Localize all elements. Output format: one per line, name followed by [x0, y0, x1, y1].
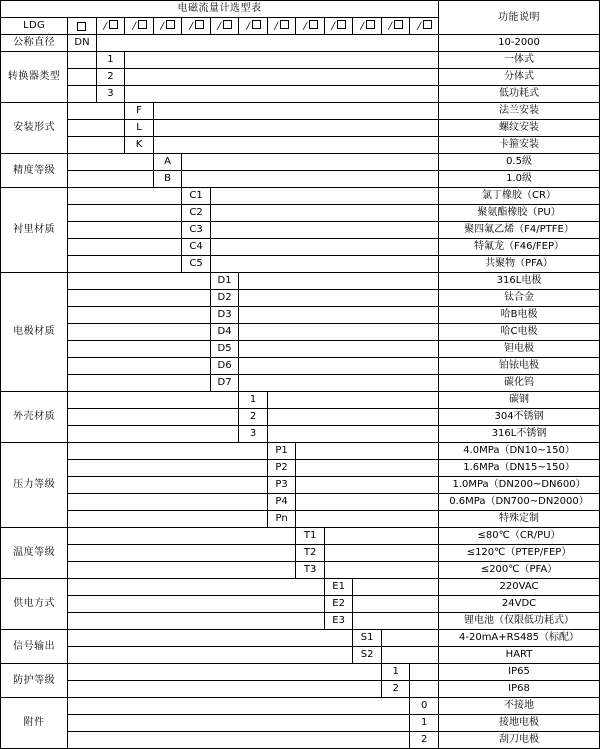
row-label-install-type: 安装形式 [1, 103, 68, 154]
spacer [353, 613, 439, 630]
desc-converter-type-2: 分体式 [439, 69, 600, 86]
desc-pressure-p2: 1.6MPa（DN15~150） [439, 460, 600, 477]
code-box-8: / [296, 18, 325, 35]
code-box-12: / [410, 18, 439, 35]
spacer [68, 460, 268, 477]
table-row [1, 715, 600, 732]
desc-lining-c4: 特氟龙（F46/FEP） [439, 239, 600, 256]
spacer [296, 460, 439, 477]
spacer [68, 613, 325, 630]
table-title: 电磁流量计选型表 [1, 1, 439, 18]
desc-electrode-d3: 哈B电极 [439, 307, 600, 324]
desc-temperature-t3: ≤200℃（PFA） [439, 562, 600, 579]
spacer [324, 528, 438, 545]
spacer [68, 511, 268, 528]
code-electrode-d3: D3 [210, 307, 239, 324]
table-row [1, 392, 600, 409]
table-row [1, 307, 600, 324]
code-box-2: / [125, 18, 154, 35]
spacer [68, 52, 97, 69]
desc-housing-1: 碳钢 [439, 392, 600, 409]
table-row [1, 579, 600, 596]
desc-header: 功能说明 [439, 1, 600, 35]
code-temperature-t1: T1 [296, 528, 325, 545]
table-row [1, 103, 600, 120]
spacer [324, 545, 438, 562]
code-electrode-d1: D1 [210, 273, 239, 290]
spacer [68, 443, 268, 460]
spacer [68, 681, 382, 698]
spacer [68, 715, 410, 732]
table-row [1, 511, 600, 528]
spacer [68, 273, 211, 290]
row-label-accessory: 附件 [1, 698, 68, 749]
table-row [1, 290, 600, 307]
code-electrode-d5: D5 [210, 341, 239, 358]
code-box-3: / [153, 18, 182, 35]
desc-nominal-diameter: 10-2000 [439, 35, 600, 52]
code-lining-c1: C1 [182, 188, 211, 205]
row-label-temperature: 温度等级 [1, 528, 68, 579]
table-row [1, 477, 600, 494]
code-box-11: / [381, 18, 410, 35]
spacer [296, 477, 439, 494]
spacer [68, 375, 211, 392]
code-box-4: / [182, 18, 211, 35]
code-housing-3: 3 [239, 426, 268, 443]
desc-accuracy-a: 0.5级 [439, 154, 600, 171]
table-row [1, 273, 600, 290]
table-row [1, 443, 600, 460]
desc-power-e1: 220VAC [439, 579, 600, 596]
table-row [1, 86, 600, 103]
spacer [153, 103, 438, 120]
code-housing-2: 2 [239, 409, 268, 426]
desc-pressure-p4: 0.6MPa（DN700~DN2000） [439, 494, 600, 511]
spacer [239, 375, 439, 392]
spacer [68, 596, 325, 613]
desc-accessory-1: 接地电极 [439, 715, 600, 732]
code-pressure-p4: P4 [267, 494, 296, 511]
code-power-e2: E2 [324, 596, 353, 613]
code-protection-1: 1 [381, 664, 410, 681]
table-row [1, 545, 600, 562]
spacer [267, 409, 438, 426]
spacer [68, 477, 268, 494]
code-accuracy-b: B [153, 171, 182, 188]
table-row [1, 324, 600, 341]
row-label-protection: 防护等级 [1, 664, 68, 698]
table-row [1, 664, 600, 681]
spacer [210, 222, 438, 239]
spacer [68, 171, 154, 188]
code-accessory-0: 0 [410, 698, 439, 715]
model-prefix: LDG [1, 18, 68, 35]
row-label-housing: 外壳材质 [1, 392, 68, 443]
table-row [1, 35, 600, 52]
spacer [68, 256, 182, 273]
code-box-7: / [267, 18, 296, 35]
code-pressure-pn: Pn [267, 511, 296, 528]
code-nominal-diameter: DN [68, 35, 97, 52]
spacer [68, 137, 125, 154]
code-box-10: / [353, 18, 382, 35]
spacer [125, 69, 439, 86]
code-temperature-t2: T2 [296, 545, 325, 562]
spacer [68, 528, 296, 545]
spacer [68, 579, 325, 596]
desc-converter-type-3: 低功耗式 [439, 86, 600, 103]
table-row [1, 188, 600, 205]
spacer [68, 358, 211, 375]
table-row [1, 409, 600, 426]
spacer [68, 392, 239, 409]
row-label-power: 供电方式 [1, 579, 68, 630]
spacer [68, 664, 382, 681]
code-pressure-p1: P1 [267, 443, 296, 460]
code-box-0 [68, 18, 97, 35]
spacer [68, 698, 410, 715]
desc-electrode-d2: 钛合金 [439, 290, 600, 307]
spacer [68, 307, 211, 324]
spacer [68, 562, 296, 579]
spacer [353, 579, 439, 596]
spacer [239, 273, 439, 290]
table-row [1, 205, 600, 222]
spacer [68, 154, 154, 171]
table-row [1, 52, 600, 69]
code-electrode-d4: D4 [210, 324, 239, 341]
spacer [381, 647, 438, 664]
code-pressure-p3: P3 [267, 477, 296, 494]
table-row [1, 341, 600, 358]
table-row [1, 137, 600, 154]
code-housing-1: 1 [239, 392, 268, 409]
desc-pressure-p1: 4.0MPa（DN10~150） [439, 443, 600, 460]
spacer [68, 120, 125, 137]
table-row [1, 494, 600, 511]
desc-electrode-d6: 铂铱电极 [439, 358, 600, 375]
desc-power-e2: 24VDC [439, 596, 600, 613]
desc-install-f: 法兰安装 [439, 103, 600, 120]
header-row [1, 1, 600, 18]
table-row [1, 426, 600, 443]
desc-accessory-2: 刮刀电极 [439, 732, 600, 749]
code-box-5: / [210, 18, 239, 35]
desc-electrode-d4: 哈C电极 [439, 324, 600, 341]
desc-electrode-d5: 钽电极 [439, 341, 600, 358]
spacer [68, 324, 211, 341]
empty-box-icon [77, 22, 86, 31]
table-row [1, 358, 600, 375]
code-lining-c5: C5 [182, 256, 211, 273]
code-pressure-p2: P2 [267, 460, 296, 477]
spacer [239, 358, 439, 375]
spacer [68, 222, 182, 239]
row-label-signal-output: 信号输出 [1, 630, 68, 664]
spacer [68, 732, 410, 749]
spacer [381, 630, 438, 647]
table-row [1, 647, 600, 664]
code-electrode-d6: D6 [210, 358, 239, 375]
code-temperature-t3: T3 [296, 562, 325, 579]
desc-lining-c5: 共聚物（PFA） [439, 256, 600, 273]
desc-signal-s1: 4-20mA+RS485（标配） [439, 630, 600, 647]
spacer [410, 664, 439, 681]
desc-signal-s2: HART [439, 647, 600, 664]
spacer [68, 630, 353, 647]
spacer [353, 596, 439, 613]
table-row [1, 681, 600, 698]
code-lining-c3: C3 [182, 222, 211, 239]
table-row [1, 222, 600, 239]
spacer [125, 86, 439, 103]
row-label-lining: 衬里材质 [1, 188, 68, 273]
code-box-6: / [239, 18, 268, 35]
row-label-pressure: 压力等级 [1, 443, 68, 528]
code-lining-c4: C4 [182, 239, 211, 256]
spacer [182, 154, 439, 171]
spacer [239, 290, 439, 307]
code-protection-2: 2 [381, 681, 410, 698]
code-box-1: / [96, 18, 125, 35]
spacer [239, 324, 439, 341]
desc-protection-2: IP68 [439, 681, 600, 698]
spacer [68, 494, 268, 511]
desc-converter-type-1: 一体式 [439, 52, 600, 69]
spacer [68, 103, 125, 120]
desc-power-e3: 锂电池（仅限低功耗式） [439, 613, 600, 630]
desc-protection-1: IP65 [439, 664, 600, 681]
table-row [1, 562, 600, 579]
spacer [153, 137, 438, 154]
code-signal-s1: S1 [353, 630, 382, 647]
desc-housing-3: 316L不锈钢 [439, 426, 600, 443]
spacer [68, 647, 353, 664]
table-row [1, 528, 600, 545]
spacer [68, 86, 97, 103]
spacer [68, 409, 239, 426]
table-row [1, 69, 600, 86]
code-install-k: K [125, 137, 154, 154]
spacer [125, 52, 439, 69]
desc-temperature-t2: ≤120℃（PTEP/FEP） [439, 545, 600, 562]
row-label-converter-type: 转换器类型 [1, 52, 68, 103]
spacer [68, 290, 211, 307]
desc-install-k: 卡箍安装 [439, 137, 600, 154]
row-label-nominal-diameter: 公称直径 [1, 35, 68, 52]
spacer [210, 239, 438, 256]
table-row [1, 732, 600, 749]
spacer [239, 341, 439, 358]
desc-install-l: 螺纹安装 [439, 120, 600, 137]
desc-accuracy-b: 1.0级 [439, 171, 600, 188]
spacer [296, 511, 439, 528]
spacer [210, 205, 438, 222]
table-row [1, 154, 600, 171]
desc-electrode-d1: 316L电极 [439, 273, 600, 290]
code-power-e1: E1 [324, 579, 353, 596]
desc-lining-c2: 聚氨酯橡胶（PU） [439, 205, 600, 222]
code-signal-s2: S2 [353, 647, 382, 664]
table-row [1, 171, 600, 188]
desc-electrode-d7: 碳化钨 [439, 375, 600, 392]
spacer [68, 341, 211, 358]
desc-temperature-t1: ≤80℃（CR/PU） [439, 528, 600, 545]
code-install-f: F [125, 103, 154, 120]
code-electrode-d7: D7 [210, 375, 239, 392]
desc-housing-2: 304不锈钢 [439, 409, 600, 426]
spacer [267, 426, 438, 443]
code-converter-type-3: 3 [96, 86, 125, 103]
spacer [296, 443, 439, 460]
desc-pressure-pn: 特殊定制 [439, 511, 600, 528]
table-row [1, 375, 600, 392]
spacer [68, 205, 182, 222]
spacer [96, 35, 438, 52]
table-row [1, 613, 600, 630]
code-electrode-d2: D2 [210, 290, 239, 307]
code-converter-type-2: 2 [96, 69, 125, 86]
spacer [210, 188, 438, 205]
table-row [1, 239, 600, 256]
code-converter-type-1: 1 [96, 52, 125, 69]
spacer [210, 256, 438, 273]
code-accuracy-a: A [153, 154, 182, 171]
code-box-9: / [324, 18, 353, 35]
spacer [68, 69, 97, 86]
spacer [68, 188, 182, 205]
code-lining-c2: C2 [182, 205, 211, 222]
spacer [267, 392, 438, 409]
table-row [1, 630, 600, 647]
table-row [1, 120, 600, 137]
spacer [68, 545, 296, 562]
spacer [296, 494, 439, 511]
desc-accessory-0: 不接地 [439, 698, 600, 715]
spacer [324, 562, 438, 579]
code-install-l: L [125, 120, 154, 137]
spacer [153, 120, 438, 137]
table-row [1, 460, 600, 477]
spacer [182, 171, 439, 188]
desc-lining-c3: 聚四氟乙烯（F4/PTFE） [439, 222, 600, 239]
table-row [1, 698, 600, 715]
desc-pressure-p3: 1.0MPa（DN200~DN600） [439, 477, 600, 494]
spacer [239, 307, 439, 324]
code-power-e3: E3 [324, 613, 353, 630]
desc-lining-c1: 氯丁橡胶（CR） [439, 188, 600, 205]
table-row [1, 256, 600, 273]
row-label-accuracy: 精度等级 [1, 154, 68, 188]
spacer [68, 239, 182, 256]
row-label-electrode: 电极材质 [1, 273, 68, 392]
spacer [410, 681, 439, 698]
table-row [1, 596, 600, 613]
code-accessory-1: 1 [410, 715, 439, 732]
spacer [68, 426, 239, 443]
code-accessory-2: 2 [410, 732, 439, 749]
